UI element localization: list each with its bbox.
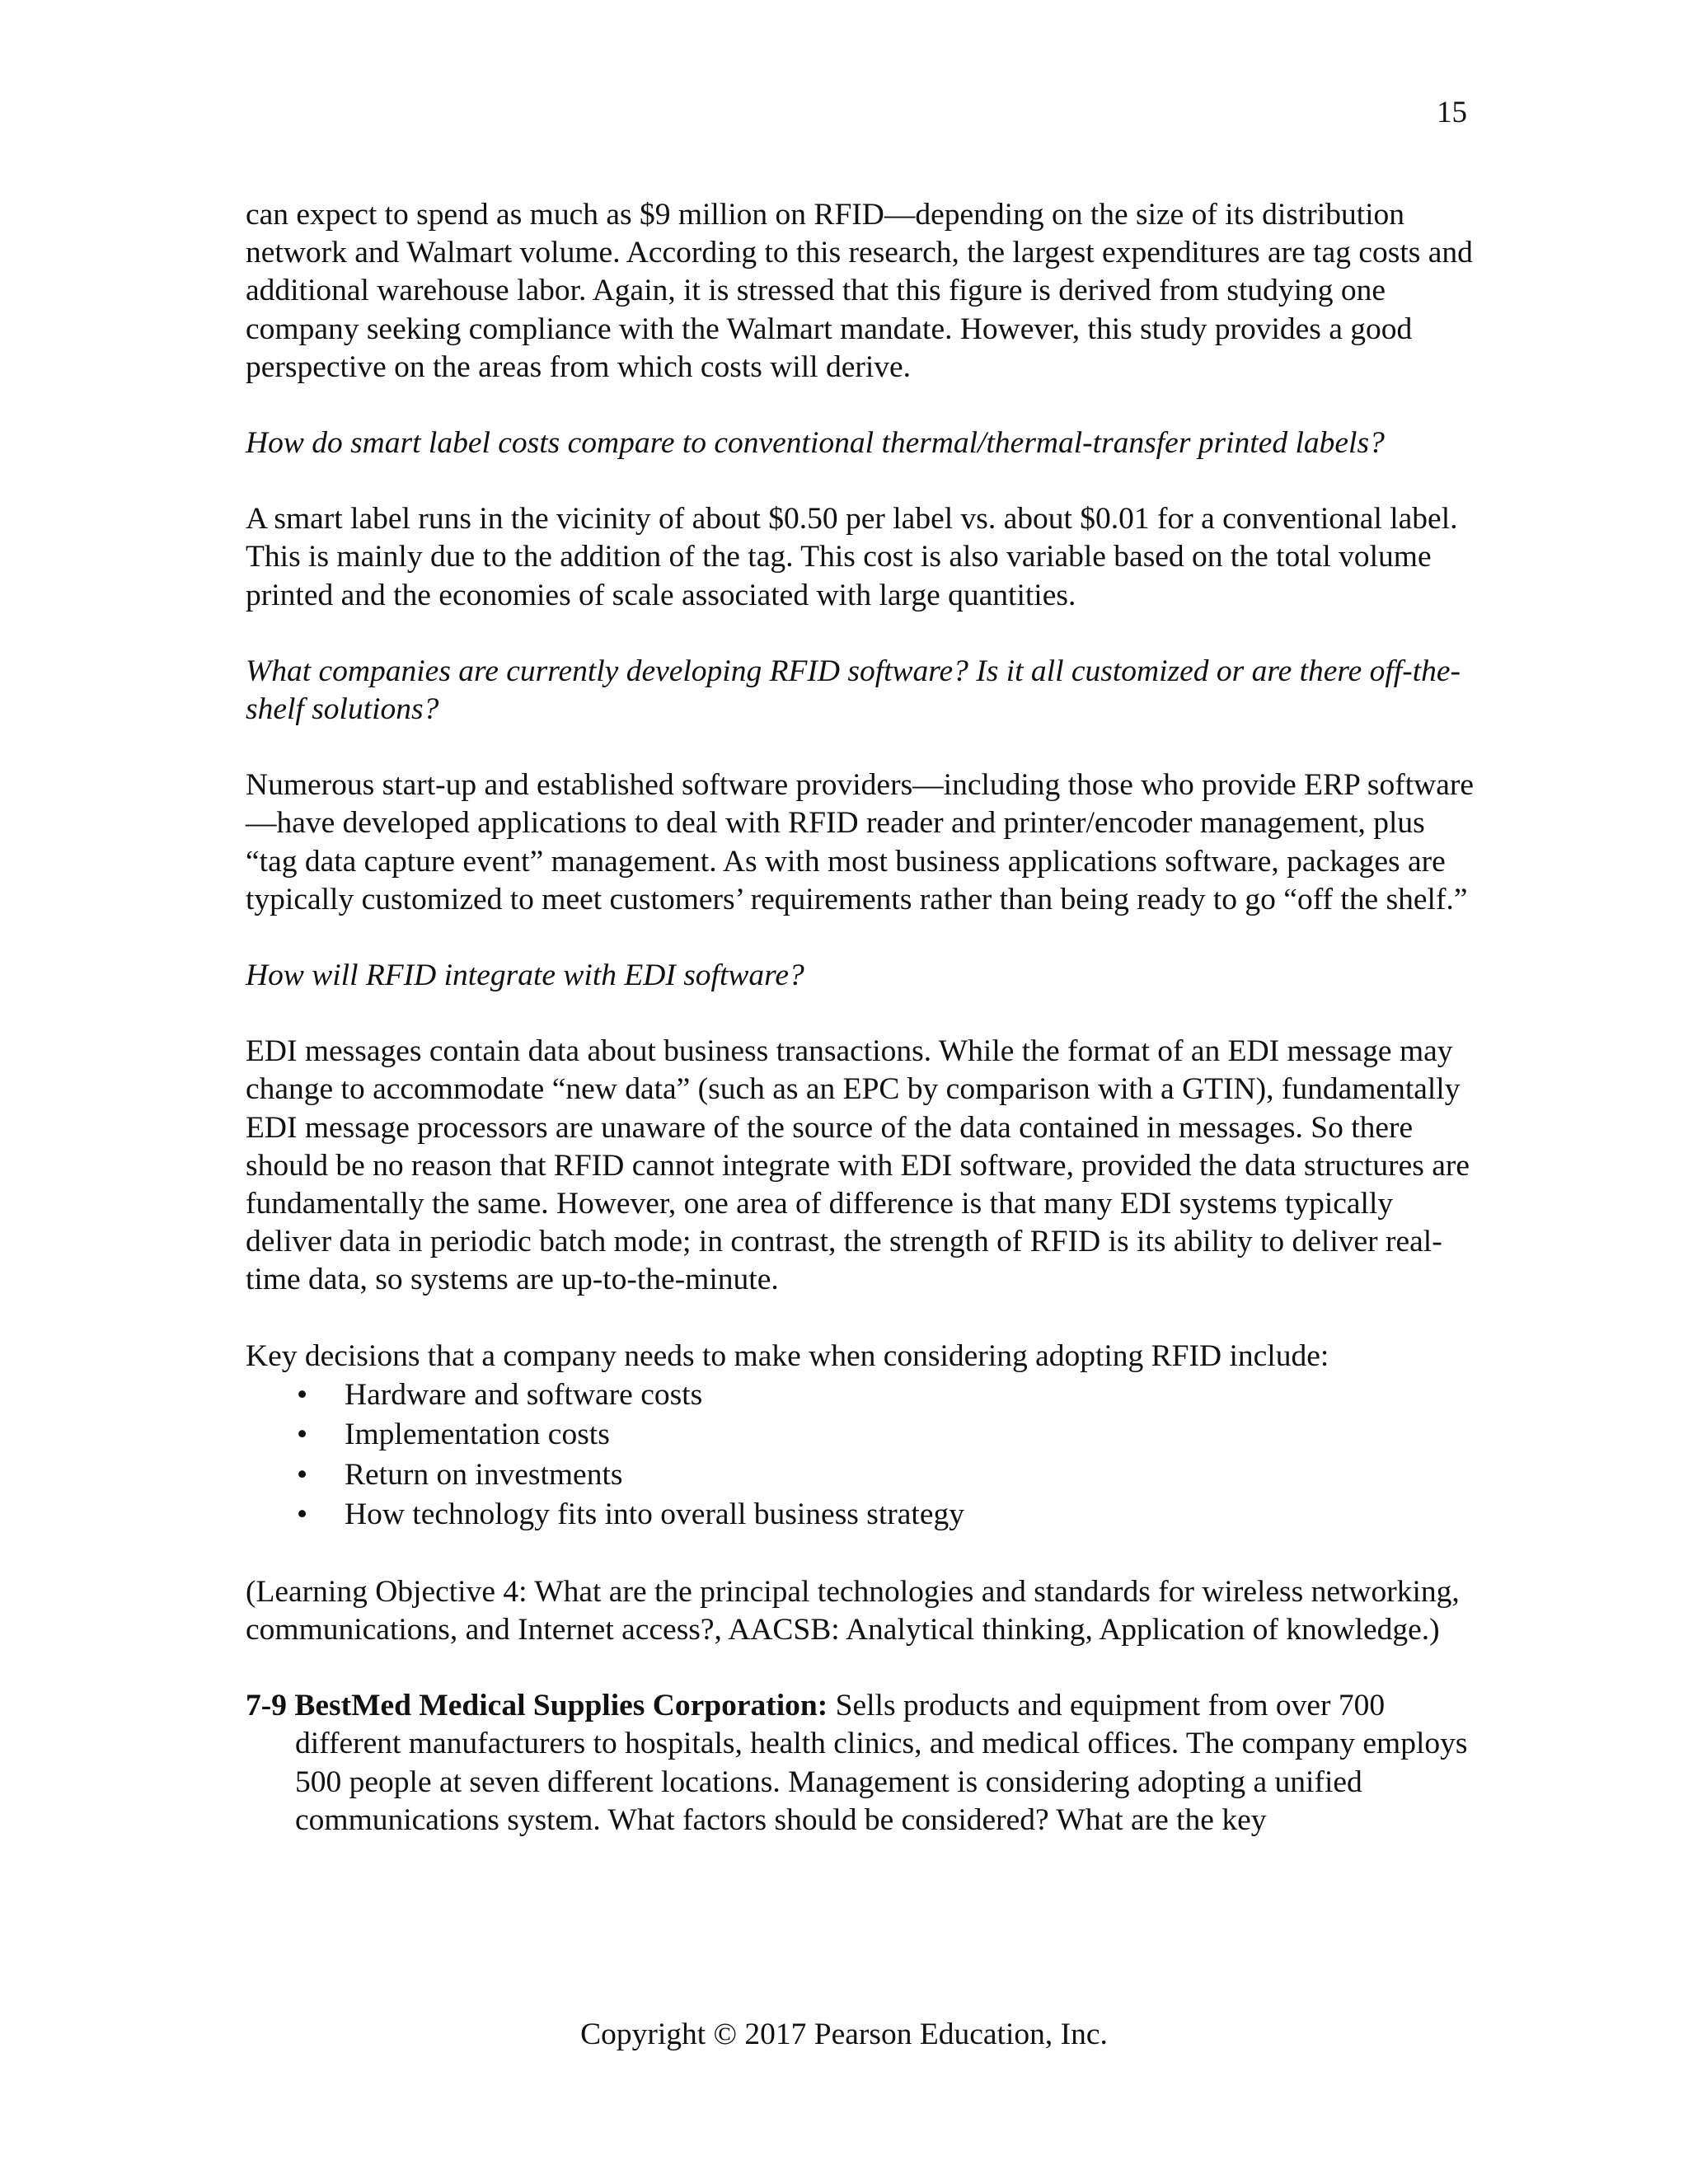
bullet-icon: • — [297, 1457, 308, 1492]
paragraph-rfid-costs: can expect to spend as much as $9 million on RFID—depending on the size of its distribution network and Walmart volume. According to this research, the largest expenditures are tag costs and additional warehouse labor. Again, it is stressed that this figure is derived from studying one company seeking compliance with the Walmart mandate. However, this study provides a good perspective on the areas from which costs will derive. — [246, 198, 1473, 384]
question-smart-label-costs: How do smart label costs compare to conventional thermal/thermal-transfer printed labels? — [246, 426, 1385, 461]
list-item — [246, 1495, 1482, 1535]
answer-edi-integration: EDI messages contain data about business transactions. While the format of an EDI message may change to accommodate “new data” (such as an EPC by comparison with a GTIN), fundamentally EDI message processors are unaware of the source of the data contained in messages. So there should be no reason that RFID cannot integrate with EDI software, provided the data structures are fundamentally the same. However, one area of difference is that many EDI systems typically deliver data in periodic batch mode; in contrast, the strength of RFID is its ability to deliver real-time data, so systems are up-to-the-minute. — [246, 1034, 1470, 1297]
list-item-text: Hardware and software costs — [345, 1377, 703, 1412]
bullet-icon: • — [297, 1497, 308, 1532]
bullet-icon: • — [297, 1377, 308, 1412]
learning-objective: (Learning Objective 4: What are the principal technologies and standards for wireless networking, communications, and Internet access?, AACSB: Analytical thinking, Application of knowledge.) — [246, 1574, 1460, 1647]
list-item — [246, 1455, 1482, 1496]
problem-body: Sells products and equipment from over 700 different manufacturers to hospitals, health clinics, and medical offices. The company employs 500 people at seven different locations. Management is considering adopting a unified communications system. What factors should be considered? What are the key — [295, 1689, 1468, 1837]
copyright-footer: Copyright © 2017 Pearson Education, Inc. — [580, 2018, 1108, 2051]
key-decisions-list — [246, 1376, 1482, 1535]
bullet-icon: • — [297, 1418, 308, 1452]
question-edi-integration: How will RFID integrate with EDI software? — [246, 958, 804, 993]
page-content — [246, 196, 1482, 1877]
question-rfid-software: What companies are currently developing RFID software? Is it all customized or are there off-the-shelf solutions? — [246, 654, 1461, 727]
page-number: 15 — [1437, 96, 1467, 129]
list-item-text: Implementation costs — [345, 1418, 610, 1452]
answer-rfid-software: Numerous start-up and established software providers—including those who provide ERP software—have developed applications to deal with RFID reader and printer/encoder management, plus “tag data capture event” management. As with most business applications software, packages are typically customized to meet customers’ requirements rather than being ready to go “off the shelf.” — [246, 768, 1474, 916]
problem-7-9 — [246, 1687, 1482, 1840]
list-item-text: Return on investments — [345, 1457, 623, 1492]
list-item — [246, 1376, 1482, 1416]
problem-title: 7-9 BestMed Medical Supplies Corporation: — [246, 1689, 828, 1723]
list-item-text: How technology fits into overall business strategy — [345, 1497, 964, 1532]
list-item — [246, 1415, 1482, 1455]
key-decisions-intro: Key decisions that a company needs to make when considering adopting RFID include: — [246, 1338, 1329, 1373]
answer-smart-label-costs: A smart label runs in the vicinity of about $0.50 per label vs. about $0.01 for a conventional label. This is mainly due to the addition of the tag. This cost is also variable based on the total volume printed and the economies of scale associated with large quantities. — [246, 502, 1458, 612]
